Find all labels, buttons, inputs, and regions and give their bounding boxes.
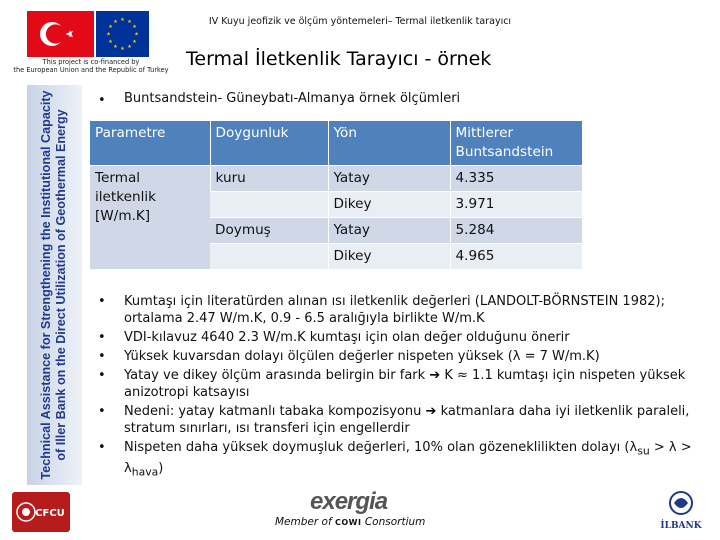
right-arrow-icon: ➔ [425, 404, 437, 419]
svg-text:★: ★ [108, 39, 113, 45]
bullet-text: > λ > λ [124, 440, 692, 476]
list-item [98, 403, 698, 437]
svg-text:★: ★ [132, 39, 137, 45]
list-item [98, 293, 698, 327]
cfcu-logo [12, 492, 70, 532]
thermal-conductivity-table [90, 121, 582, 269]
svg-text:★: ★ [113, 19, 118, 25]
member-pre: Member of [275, 516, 332, 528]
bullet-text: ) [158, 460, 164, 476]
ilbank-logo [656, 488, 706, 534]
bullet-dot: • [98, 404, 106, 419]
cofinance-note [4, 58, 178, 74]
turkey-flag-icon [27, 11, 94, 57]
svg-text:★: ★ [120, 17, 125, 23]
cell-doygunluk [210, 192, 328, 218]
header-yon: Yön [328, 121, 450, 166]
subscript-su: su [637, 444, 650, 458]
ilbank-logo-text: İLBANK [660, 521, 702, 531]
bullet-text: VDI-kılavuz 4640 2.3 W/m.K kumtaşı için olan değer olduğunu önerir [124, 330, 570, 345]
bullet-text: Kumtaşı için literatürden alınan ısı iletkenlik değerleri (LANDOLT-BÖRNSTEIN 1982); ortalama 2.47 W/m.K, 0.9 - 6.5 aralığıyla birlikte W/m.K [124, 294, 665, 326]
member-post: Consortium [364, 516, 426, 528]
header-subtitle: IV Kuyu jeofizik ve ölçüm yöntemeleri– Termal iletkenlik tarayıcı [208, 16, 512, 27]
cowi-logo: COWI [335, 518, 362, 527]
member-note [275, 516, 425, 528]
cell-yon: Yatay [328, 218, 450, 244]
header-parametre: Parametre [90, 121, 210, 166]
list-item [98, 348, 698, 365]
cell-yon: Dikey [328, 192, 450, 218]
exergia-wordmark: exergia [310, 488, 388, 515]
eu-flag-icon [96, 11, 149, 57]
svg-text:★: ★ [127, 44, 132, 50]
svg-text:★: ★ [120, 46, 125, 52]
bullet-text: Nedeni: yatay katmanlı tabaka kompozisyonu [124, 404, 422, 419]
bullet-text: K ≈ 1.1 kumtaşı için nispeten yüksek anizotropi katsayısı [124, 368, 686, 400]
header-mittlerer: Mittlerer Buntsandstein [450, 121, 582, 166]
svg-text:★: ★ [108, 24, 113, 30]
cell-value: 3.971 [450, 192, 582, 218]
side-vertical-text [39, 85, 69, 485]
bullet-dot: • [98, 294, 106, 309]
svg-text:★: ★ [134, 31, 139, 38]
exergia-logo [310, 488, 387, 516]
subscript-hava: hava [131, 465, 159, 479]
bullet-dot: • [98, 440, 106, 455]
bullet-dot: • [98, 93, 106, 108]
bullet-dot: • [98, 368, 106, 383]
svg-text:★: ★ [113, 44, 118, 50]
right-arrow-icon: ➔ [429, 368, 441, 383]
cell-value: 4.335 [450, 166, 582, 192]
bullet-dot: • [98, 330, 106, 345]
bullet-dot: • [98, 349, 106, 364]
svg-text:★: ★ [132, 24, 137, 30]
cell-value: 5.284 [450, 218, 582, 244]
list-item [98, 367, 698, 401]
bullet-text: Yatay ve dikey ölçüm arasında belirgin bir fark [124, 368, 426, 383]
table-row [90, 166, 582, 192]
cell-doygunluk: Doymuş [210, 218, 328, 244]
side-line-1: Technical Assistance for Strengthening the Institutional Capacity [39, 90, 53, 480]
cell-yon: Yatay [328, 166, 450, 192]
intro-text: Buntsandstein- Güneybatı-Almanya örnek ölçümleri [124, 91, 461, 106]
slide-title: Termal İletkenlik Tarayıcı - örnek [186, 48, 492, 70]
bullet-text: katmanlara daha iyi iletkenlik paraleli, stratum sınırları, ısı transferi için engellerdir [124, 404, 690, 436]
cfcu-logo-text: CFCU [35, 508, 65, 519]
cofinance-line-2: the European Union and the Republic of Turkey [13, 66, 169, 74]
table-header-row [90, 121, 582, 166]
bullet-text: Nispeten daha yüksek doymuşluk değerleri, 10% olan gözeneklilikten dolayı (λ [124, 440, 638, 455]
cell-value: 4.965 [450, 244, 582, 270]
bullet-list [98, 293, 698, 482]
side-line-2: of Iller Bank on the Direct Utilization of Geothermal Energy [54, 109, 68, 461]
cell-doygunluk [210, 244, 328, 270]
list-item [98, 329, 698, 346]
list-item [98, 439, 698, 480]
cell-yon: Dikey [328, 244, 450, 270]
svg-text:★: ★ [127, 19, 132, 25]
cell-doygunluk: kuru [210, 166, 328, 192]
param-label: Termal iletkenlik [W/m.K] [90, 166, 210, 270]
header-doygunluk: Doygunluk [210, 121, 328, 166]
bullet-text: Yüksek kuvarsdan dolayı ölçülen değerler nispeten yüksek (λ = 7 W/m.K) [124, 349, 600, 364]
svg-text:★: ★ [106, 31, 111, 38]
cofinance-line-1: This project is co-financed by [42, 58, 140, 66]
